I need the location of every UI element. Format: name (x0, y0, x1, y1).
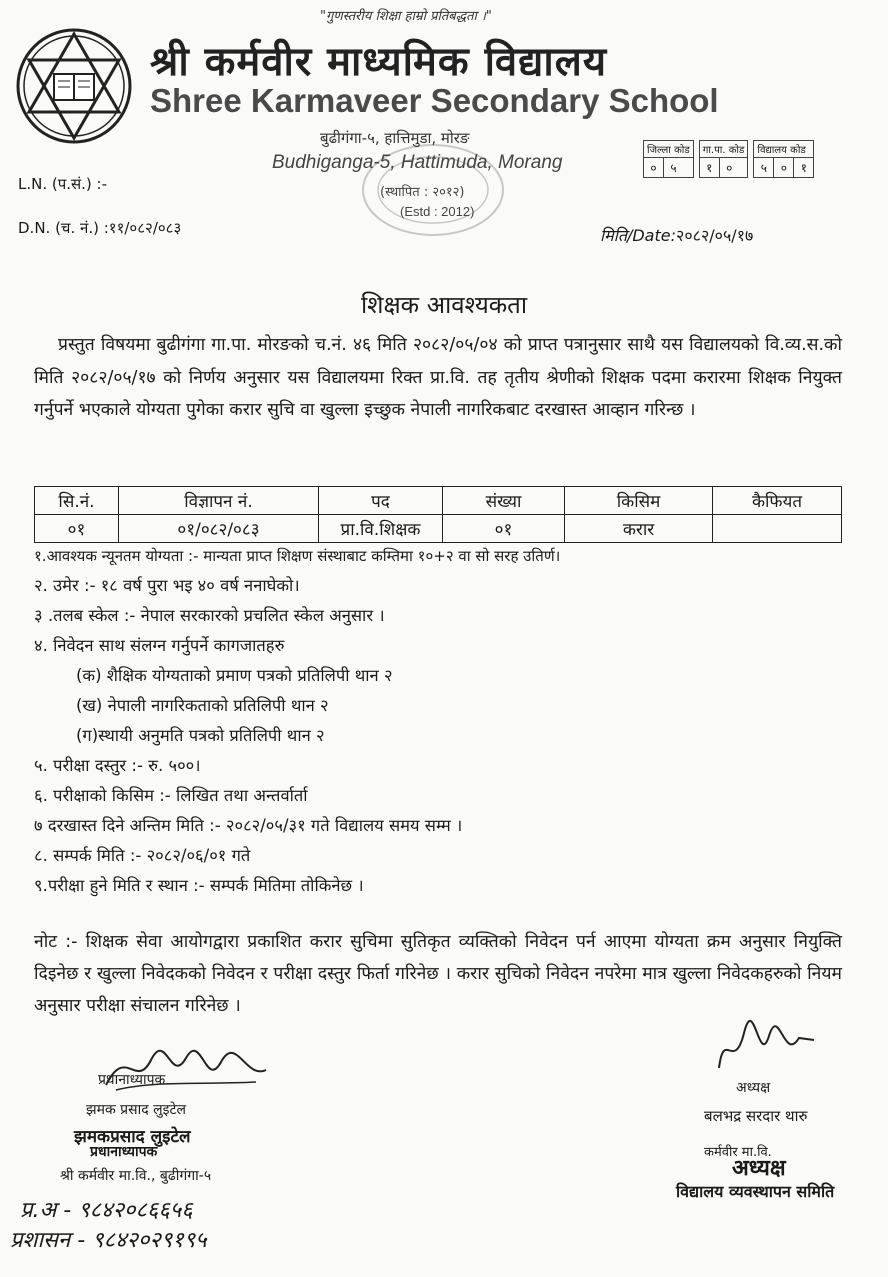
table-header-cell: सि.नं. (35, 487, 119, 515)
requirement-item: ५. परीक्षा दस्तुर :- रु. ५००। (34, 756, 201, 775)
requirement-subitem: (क) शैक्षिक योग्यताको प्रमाण पत्रको प्रतिलिपी थान २ (76, 666, 393, 685)
table-header-cell: संख्या (443, 487, 565, 515)
requirement-item: ७ दरखास्त दिने अन्तिम मिति :- २०८२/०५/३१ गते विद्यालय समय सम्म । (34, 816, 463, 835)
chairman-stamp-committee: विद्यालय व्यवस्थापन समिति (676, 1182, 835, 1201)
municipality-code-label: गा.पा. कोड (700, 141, 748, 158)
district-code-label: जिल्ला कोड (644, 141, 693, 158)
school-code-label: विद्यालय कोड (754, 141, 813, 158)
code-digit: ५ (754, 158, 774, 177)
date-label: मिति/Date: (600, 226, 676, 245)
code-digit: ० (774, 158, 794, 177)
chairman-name: बलभद्र सरदार थारु (704, 1107, 808, 1125)
table-cell: करार (565, 515, 713, 543)
dispatch-number (18, 218, 181, 238)
requirement-item: १.आवश्यक न्यूनतम योग्यता :- मान्यता प्राप्त शिक्षण संस्थाबाट कम्तिमा १०+२ वा सो सरह उतिर्ण। (34, 547, 561, 565)
chairman-signature-icon (704, 1018, 824, 1078)
chairman-stamp-title: अध्यक्ष (732, 1156, 786, 1181)
code-boxes (643, 140, 819, 178)
letter-date (600, 224, 753, 246)
requirement-subitem: (ख) नेपाली नागरिकताको प्रतिलिपी थान २ (76, 696, 329, 715)
requirement-item: २. उमेर :- १८ वर्ष पुरा भइ ४० वर्ष ननाघेको। (34, 576, 300, 595)
requirement-subitem: (ग)स्थायी अनुमति पत्रको प्रतिलिपी थान २ (76, 726, 325, 745)
headmaster-title: प्रधानाध्यापक (98, 1072, 166, 1088)
headmaster-stamp-name: झमकप्रसाद लुइटेल (74, 1127, 191, 1147)
chairman-stamp-school: कर्मवीर मा.वि. (704, 1145, 772, 1160)
table-cell (713, 515, 842, 543)
table-cell: ०१/०८२/०८३ (119, 515, 319, 543)
address-nepali: बुढीगंगा-५, हात्तिमुडा, मोरङ (320, 129, 470, 147)
headmaster-phone: प्र.अ - ९८४२०८६६५६ (20, 1198, 193, 1223)
established-english: (Estd : 2012) (400, 204, 475, 219)
school-motto: "गुणस्तरीय शिक्षा हाम्रो प्रतिबद्धता ।" (320, 9, 492, 24)
dispatch-number-value: ११/०८२/०८३ (108, 219, 182, 237)
table-header-cell: कैफियत (713, 487, 842, 515)
school-code (753, 140, 814, 178)
school-name-nepali: श्री कर्मवीर माध्यमिक विद्यालय (150, 39, 608, 85)
table-cell: ०१ (443, 515, 565, 543)
district-code (643, 140, 694, 178)
table-header-row (35, 487, 842, 515)
requirement-item: ९.परीक्षा हुने मिति र स्थान :- सम्पर्क मितिमा तोकिनेछ । (34, 876, 364, 895)
code-digit: ५ (670, 161, 677, 175)
table-header-cell: पद (319, 487, 443, 515)
date-value: २०८२/०५/१७ (676, 226, 754, 245)
administration-phone: प्रशासन - ९८४२०२९१९५ (10, 1228, 207, 1253)
requirements-list (34, 541, 560, 901)
requirement-item: ३ .तलब स्केल :- नेपाल सरकारको प्रचलित स्केल अनुसार । (34, 606, 385, 625)
requirement-item: ६. परीक्षाको किसिम :- लिखित तथा अन्तर्वार्ता (34, 786, 308, 805)
note-paragraph: नोट :- शिक्षक सेवा आयोगद्वारा प्रकाशित करार सुचिमा सुतिकृत व्यक्तिको निवेदन पर्न आएमा योग्यता क्रम अनुसार नियुक्ति दिइनेछ र खुल्ला निवेदकको निवेदन र परीक्षा दस्तुर फिर्ता गरिनेछ । करार सुचिको निवेदन नपरेमा मात्र खुल्ला निवेदकहरुको नियम अनुसार परीक्षा संचालन गरिनेछ । (34, 932, 842, 1016)
table-header-cell: किसिम (565, 487, 713, 515)
dispatch-number-label: D.N. (च. नं.) : (18, 219, 109, 237)
vacancy-table (34, 486, 842, 543)
code-digit: १ (700, 158, 720, 177)
school-name-english: Shree Karmaveer Secondary School (150, 82, 719, 119)
intro-paragraph: प्रस्तुत विषयमा बुढीगंगा गा.पा. मोरङको च.नं. ४६ मिति २०८२/०५/०४ को प्राप्त पत्रानुसार साथै यस विद्यालयको वि.व्य.स.को मिति २०८२/०५/१७ को निर्णय अनुसार यस विद्यालयमा रिक्त प्रा.वि. तह तृतीय श्रेणीको शिक्षक पदमा करारमा शिक्षक नियुक्त गर्नुपर्ने भएकाले योग्यता पुगेका करार सुचि वा खुल्ला इच्छुक नेपाली नागरिकबाट दरखास्त आव्हान गरिन्छ । (34, 335, 842, 420)
letter-number-label: L.N. (प.सं.) :- (18, 175, 108, 193)
table-row (35, 515, 842, 543)
requirement-item: ८. सम्पर्क मिति :- २०८२/०६/०१ गते (34, 846, 251, 865)
headmaster-name: झमक प्रसाद लुइटेल (86, 1102, 187, 1118)
table-cell: प्रा.वि.शिक्षक (319, 515, 443, 543)
table-cell: ०१ (35, 515, 119, 543)
code-digit: ० (726, 161, 733, 175)
established-nepali: (स्थापित : २०१२) (380, 185, 465, 200)
school-logo-icon (14, 26, 134, 146)
requirement-item: ४. निवेदन साथ संलग्न गर्नुपर्ने कागजातहरु (34, 636, 285, 655)
address-english: Budhiganga-5, Hattimuda, Morang (272, 152, 563, 173)
table-header-cell: विज्ञापन नं. (119, 487, 319, 515)
code-digit: १ (800, 161, 807, 175)
municipality-code (699, 140, 749, 178)
headmaster-stamp-school: श्री कर्मवीर मा.वि., बुढीगंगा-५ (60, 1168, 212, 1184)
code-digit: ० (644, 158, 664, 177)
notice-title: शिक्षक आवश्यकता (360, 291, 528, 319)
headmaster-stamp-title: प्रधानाध्यापक (90, 1144, 158, 1160)
chairman-title: अध्यक्ष (736, 1080, 771, 1096)
